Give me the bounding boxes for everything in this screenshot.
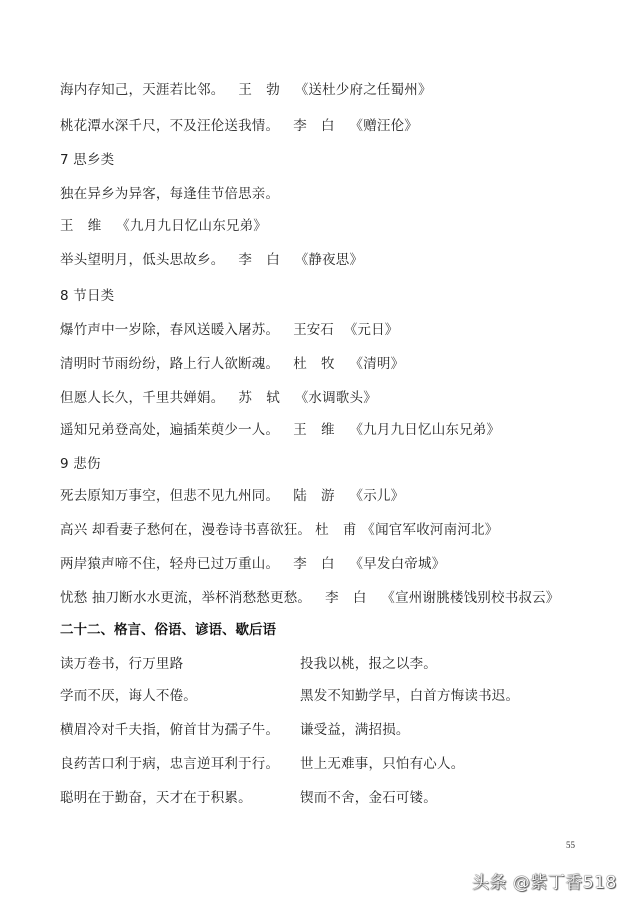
- proverb-left: 良药苦口利于病，忠言逆耳利于行。: [60, 756, 280, 772]
- poem-title: 《送杜少府之任蜀州》: [294, 82, 432, 98]
- poem-line: [60, 420, 500, 440]
- verse: 遥知兄弟登高处，遍插茱萸少一人。: [60, 422, 280, 438]
- poem-title: 《早发白帝城》: [349, 556, 446, 572]
- page-number: 55: [566, 840, 575, 850]
- proverb-right: 谦受益，满招损。: [300, 722, 410, 738]
- poem-title: 《元日》: [343, 322, 399, 338]
- author: 李 白: [325, 590, 372, 606]
- section-heading: 9 悲伤: [60, 456, 101, 472]
- author: 王安石: [293, 322, 334, 338]
- poem-line: [60, 520, 498, 540]
- watermark: 头条 @紫丁香518: [472, 873, 617, 893]
- poem-title: 《静夜思》: [294, 252, 364, 268]
- poem-line: [60, 216, 267, 236]
- verse: 忧愁 抽刀断水水更流，举杯消愁愁更愁。: [60, 590, 312, 606]
- poem-line: [60, 388, 377, 408]
- author: 李 白: [293, 556, 340, 572]
- author: 王 维: [293, 422, 340, 438]
- proverb-right: 投我以桃，报之以李。: [300, 656, 437, 672]
- poem-line: [60, 250, 363, 270]
- proverb-left: 横眉冷对千夫指，俯首甘为孺子牛。: [60, 722, 280, 738]
- verse: 独在异乡为异客，每逢佳节倍思亲。: [60, 186, 280, 202]
- poem-line: [60, 80, 432, 100]
- poem-line: [60, 116, 418, 136]
- poem-line: [60, 588, 560, 608]
- verse: 高兴 却看妻子愁何在，漫卷诗书喜欲狂。: [60, 522, 312, 538]
- section-heading: 8 节日类: [60, 288, 115, 304]
- verse: 死去原知万事空，但悲不见九州同。: [60, 488, 280, 504]
- author: 杜 牧: [293, 356, 340, 372]
- poem-title: 《清明》: [349, 356, 405, 372]
- author: 王 勃: [238, 82, 285, 98]
- author: 杜 甫: [315, 522, 362, 538]
- author: 苏 轼: [238, 390, 285, 406]
- author: 李 白: [238, 252, 285, 268]
- proverb-right: 锲而不舍，金石可镂。: [300, 790, 437, 806]
- author: 陆 游: [293, 488, 340, 504]
- author: 李 白: [293, 118, 340, 134]
- proverb-left: 学而不厌，诲人不倦。: [60, 688, 197, 704]
- verse: 爆竹声中一岁除，春风送暖入屠苏。: [60, 322, 280, 338]
- verse: 但愿人长久，千里共婵娟。: [60, 390, 225, 406]
- poem-title: 《九月九日忆山东兄弟》: [116, 218, 267, 234]
- verse: 两岸猿声啼不住，轻舟已过万重山。: [60, 556, 280, 572]
- poem-line: [60, 354, 404, 374]
- section-heading: 7 思乡类: [60, 152, 115, 168]
- poem-line: [60, 184, 279, 204]
- section-heading-bold: 二十二、格言、俗语、谚语、歇后语: [60, 622, 276, 638]
- poem-title: 《宣州谢朓楼饯别校书叔云》: [381, 590, 560, 606]
- author: 王 维: [60, 218, 107, 234]
- verse: 桃花潭水深千尺，不及汪伦送我情。: [60, 118, 280, 134]
- poem-title: 《闻官军收河南河北》: [361, 522, 499, 538]
- poem-title: 《水调歌头》: [294, 390, 377, 406]
- verse: 举头望明月，低头思故乡。: [60, 252, 225, 268]
- poem-line: [60, 486, 404, 506]
- proverb-left: 聪明在于勤奋，天才在于积累。: [60, 790, 252, 806]
- poem-title: 《赠汪伦》: [349, 118, 418, 134]
- verse: 海内存知己，天涯若比邻。: [60, 82, 225, 98]
- proverb-right: 世上无难事，只怕有心人。: [300, 756, 465, 772]
- poem-title: 《示儿》: [349, 488, 405, 504]
- proverb-left: 读万卷书，行万里路: [60, 656, 184, 672]
- poem-line: [60, 320, 399, 340]
- poem-line: [60, 554, 445, 574]
- verse: 清明时节雨纷纷，路上行人欲断魂。: [60, 356, 280, 372]
- proverb-right: 黑发不知勤学早，白首方悔读书迟。: [300, 688, 520, 704]
- poem-title: 《九月九日忆山东兄弟》: [349, 422, 501, 438]
